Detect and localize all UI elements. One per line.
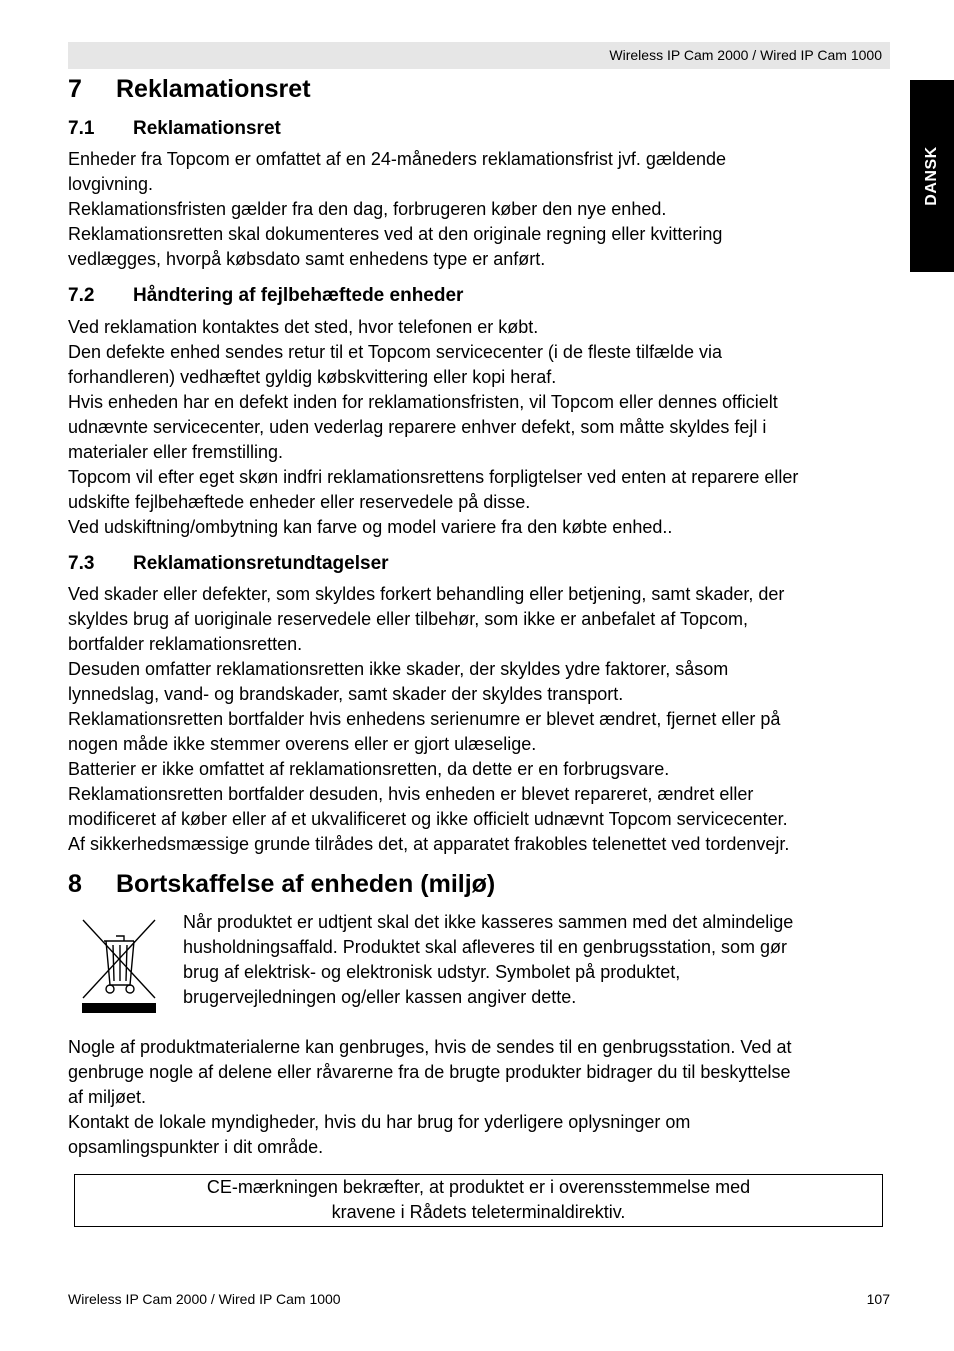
paragraph-line: lynnedslag, vand- og brandskader, samt skader der skyldes transport. (68, 684, 624, 704)
language-tab (910, 80, 954, 272)
paragraph-line: Reklamationsfristen gælder fra den dag, forbrugeren køber den nye enhed. (68, 199, 667, 219)
paragraph-line: materialer eller fremstilling. (68, 442, 284, 462)
page-header (68, 42, 890, 69)
paragraph-line: Reklamationsretten bortfalder hvis enhedens serienumre er blevet ændret, fjernet eller på (68, 709, 781, 729)
paragraph-line: skyldes brug af uoriginale reservedele eller tilbehør, som ikke er anbefalet af Topcom, (68, 609, 749, 629)
ce-notice-line: CE-mærkningen bekræfter, at produktet er i overensstemmelse med (206, 1177, 751, 1197)
paragraph-line: Reklamationsretten skal dokumenteres ved at den originale regning eller kvittering (68, 224, 723, 244)
section-title: Reklamationsret (116, 75, 311, 103)
paragraph-line: Kontakt de lokale myndigheder, hvis du har brug for yderligere oplysninger om (68, 1112, 691, 1132)
section-8-body (68, 1035, 898, 1160)
language-tab-label: DANSK (923, 146, 940, 206)
ce-notice-box (74, 1174, 883, 1227)
subsection-number: 7.1 (68, 118, 95, 139)
subsection-number: 7.2 (68, 285, 95, 306)
subsection-title: Håndtering af fejlbehæftede enheder (133, 285, 464, 306)
subsection-7-2-body (68, 315, 898, 540)
footer-title: Wireless IP Cam 2000 / Wired IP Cam 1000 (68, 1291, 341, 1307)
paragraph-line: bortfalder reklamationsretten. (68, 634, 303, 654)
paragraph-line: lovgivning. (68, 174, 154, 194)
subsection-7-1-heading (68, 118, 281, 140)
paragraph-line: Når produktet er udtjent skal det ikke kasseres sammen med det almindelige (183, 912, 794, 932)
paragraph-line: Af sikkerhedsmæssige grunde tilrådes det, at apparatet frakobles telenettet ved tordenvejr. (68, 834, 790, 854)
paragraph-line: Nogle af produktmaterialerne kan genbruges, hvis de sendes til en genbrugsstation. Ved at (68, 1037, 792, 1057)
section-number: 8 (68, 870, 82, 898)
paragraph-line: Batterier er ikke omfattet af reklamationsretten, da dette er en forbrugsvare. (68, 759, 670, 779)
disposal-notice (183, 910, 793, 1010)
section-title: Bortskaffelse af enheden (miljø) (116, 870, 496, 898)
paragraph-line: Topcom vil efter eget skøn indfri reklamationsrettens forpligtelser ved enten at reparere eller (68, 467, 799, 487)
paragraph-line: vedlægges, hvorpå købsdato samt enhedens type er anført. (68, 249, 546, 269)
paragraph-line: af miljøet. (68, 1087, 147, 1107)
subsection-number: 7.3 (68, 553, 95, 574)
paragraph-line: opsamlingspunkter i dit område. (68, 1137, 324, 1157)
paragraph-line: Enheder fra Topcom er omfattet af en 24-måneders reklamationsfrist jvf. gældende (68, 149, 727, 169)
paragraph-line: husholdningsaffald. Produktet skal afleveres til en genbrugsstation, som gør (183, 937, 788, 957)
paragraph-line: genbruge nogle af delene eller råvarerne fra de brugte produkter bidrager du til beskyttelse (68, 1062, 791, 1082)
subsection-title: Reklamationsret (133, 118, 281, 139)
paragraph-line: Reklamationsretten bortfalder desuden, hvis enheden er blevet repareret, ændret eller (68, 784, 754, 804)
section-8-heading (68, 869, 495, 899)
paragraph-line: udnævnte servicecenter, uden vederlag reparere enhver defekt, som måtte skyldes fejl i (68, 417, 767, 437)
subsection-7-3-heading (68, 553, 389, 575)
section-7-heading (68, 74, 311, 104)
paragraph-line: Ved udskiftning/ombytning kan farve og model variere fra den købte enhed.. (68, 517, 673, 537)
crossed-out-wheelie-bin-icon (80, 915, 158, 1015)
subsection-7-1-body (68, 147, 898, 272)
page-number: 107 (866, 1291, 890, 1307)
paragraph-line: nogen måde ikke stemmer overens eller er gjort ulæselige. (68, 734, 537, 754)
subsection-title: Reklamationsretundtagelser (133, 553, 389, 574)
ce-notice-line: kravene i Rådets teleterminaldirektiv. (331, 1202, 626, 1222)
paragraph-line: brug af elektrisk- og elektronisk udstyr. Symbolet på produktet, (183, 962, 681, 982)
paragraph-line: Ved reklamation kontaktes det sted, hvor telefonen er købt. (68, 317, 539, 337)
section-number: 7 (68, 75, 82, 103)
paragraph-line: forhandleren) vedhæftet gyldig købskvittering eller kopi heraf. (68, 367, 557, 387)
paragraph-line: brugervejledningen og/eller kassen angiver dette. (183, 987, 577, 1007)
subsection-7-2-heading (68, 285, 463, 307)
paragraph-line: udskifte fejlbehæftede enheder eller reservedele på disse. (68, 492, 531, 512)
paragraph-line: Hvis enheden har en defekt inden for reklamationsfristen, vil Topcom eller dennes officielt (68, 392, 778, 412)
paragraph-line: Den defekte enhed sendes retur til et Topcom servicecenter (i de fleste tilfælde via (68, 342, 723, 362)
paragraph-line: Ved skader eller defekter, som skyldes forkert behandling eller betjening, samt skader, der (68, 584, 785, 604)
header-title: Wireless IP Cam 2000 / Wired IP Cam 1000 (609, 47, 882, 63)
paragraph-line: Desuden omfatter reklamationsretten ikke skader, der skyldes ydre faktorer, såsom (68, 659, 729, 679)
paragraph-line: modificeret af køber eller af et ukvalificeret og ikke officielt udnævnt Topcom servicecenter. (68, 809, 788, 829)
subsection-7-3-body (68, 582, 898, 857)
